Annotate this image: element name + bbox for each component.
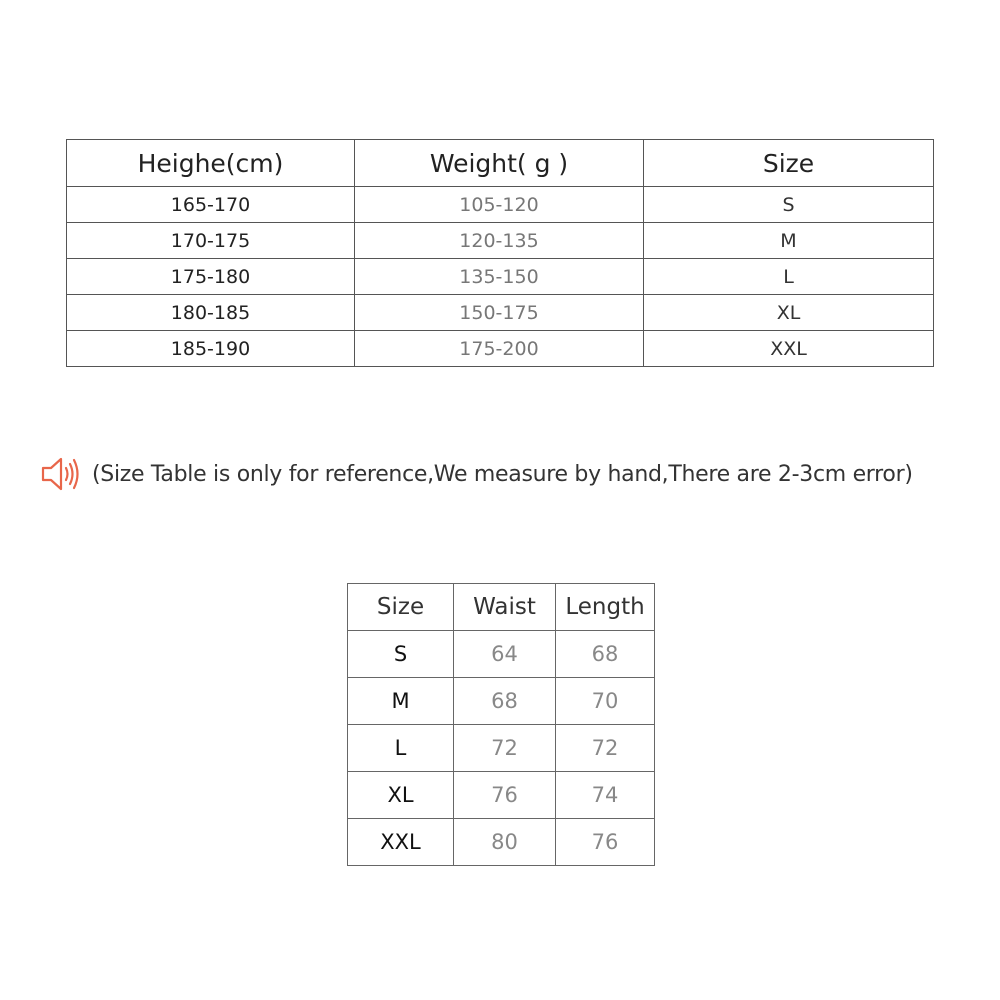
header-size: Size xyxy=(644,140,934,187)
cell-size: XL xyxy=(348,772,454,819)
cell-weight: 150-175 xyxy=(355,295,644,331)
cell-height: 170-175 xyxy=(67,223,355,259)
cell-waist: 80 xyxy=(454,819,556,866)
cell-size: XL xyxy=(644,295,934,331)
table-row xyxy=(348,772,655,819)
cell-weight: 135-150 xyxy=(355,259,644,295)
cell-size: XXL xyxy=(644,331,934,367)
waist-length-table xyxy=(347,583,655,866)
cell-length: 72 xyxy=(556,725,655,772)
header-size: Size xyxy=(348,584,454,631)
cell-length: 76 xyxy=(556,819,655,866)
cell-weight: 175-200 xyxy=(355,331,644,367)
table-header-row xyxy=(67,140,934,187)
cell-waist: 76 xyxy=(454,772,556,819)
cell-waist: 64 xyxy=(454,631,556,678)
table-row xyxy=(348,631,655,678)
header-length: Length xyxy=(556,584,655,631)
cell-size: S xyxy=(644,187,934,223)
table-row xyxy=(67,331,934,367)
cell-size: L xyxy=(644,259,934,295)
cell-length: 68 xyxy=(556,631,655,678)
table-row xyxy=(67,295,934,331)
header-height: Heighe(cm) xyxy=(67,140,355,187)
cell-size: XXL xyxy=(348,819,454,866)
table-row xyxy=(67,223,934,259)
cell-length: 74 xyxy=(556,772,655,819)
table-row xyxy=(348,819,655,866)
cell-size: M xyxy=(644,223,934,259)
cell-length: 70 xyxy=(556,678,655,725)
cell-height: 180-185 xyxy=(67,295,355,331)
speaker-icon xyxy=(40,454,86,494)
cell-weight: 120-135 xyxy=(355,223,644,259)
cell-waist: 68 xyxy=(454,678,556,725)
cell-waist: 72 xyxy=(454,725,556,772)
size-note xyxy=(40,452,980,496)
table-row xyxy=(348,678,655,725)
note-text: (Size Table is only for reference,We measure by hand,There are 2-3cm error) xyxy=(92,461,913,487)
table-header-row xyxy=(348,584,655,631)
cell-height: 165-170 xyxy=(67,187,355,223)
cell-size: M xyxy=(348,678,454,725)
header-waist: Waist xyxy=(454,584,556,631)
table-row xyxy=(67,259,934,295)
cell-weight: 105-120 xyxy=(355,187,644,223)
cell-height: 175-180 xyxy=(67,259,355,295)
height-weight-size-table xyxy=(66,139,934,367)
table-row xyxy=(67,187,934,223)
table-row xyxy=(348,725,655,772)
header-weight: Weight( g ) xyxy=(355,140,644,187)
cell-size: S xyxy=(348,631,454,678)
cell-size: L xyxy=(348,725,454,772)
cell-height: 185-190 xyxy=(67,331,355,367)
